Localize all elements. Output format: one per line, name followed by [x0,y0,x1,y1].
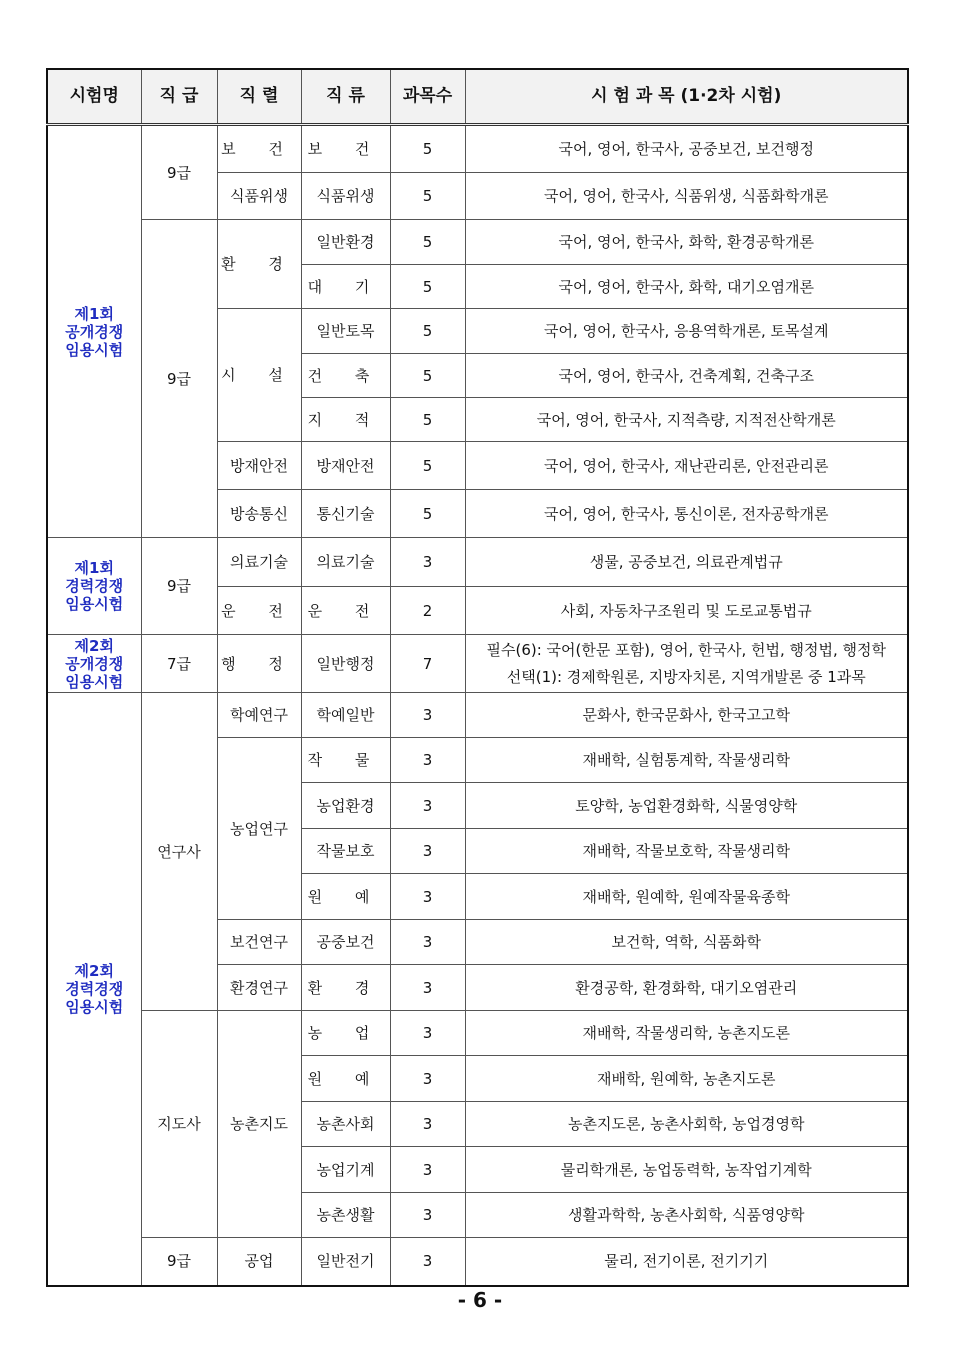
category-cell: 원 예 [301,874,390,920]
category-cell: 일반토목 [301,309,390,354]
grade-cell: 연구사 [141,693,217,1011]
subjects-cell: 재배학, 실험통계학, 작물생리학 [465,738,908,783]
count-cell: 3 [390,783,465,829]
count-cell: 3 [390,1102,465,1147]
exam-name-cell: 제2회 경력경쟁 임용시험 [47,693,141,1286]
category-cell: 일반행정 [301,635,390,693]
grade-cell: 9급 [141,1238,217,1286]
series-cell: 환 경 [217,220,301,309]
series-cell: 공업 [217,1238,301,1286]
page-number: - 6 - [457,1288,503,1312]
count-cell: 5 [390,490,465,538]
subjects-cell: 농촌지도론, 농촌사회학, 농업경영학 [465,1102,908,1147]
header-grade: 직 급 [141,69,217,125]
category-cell: 농업기계 [301,1147,390,1193]
series-cell: 환경연구 [217,965,301,1011]
series-cell: 학예연구 [217,693,301,738]
count-cell: 3 [390,1011,465,1056]
subjects-cell: 국어, 영어, 한국사, 재난관리론, 안전관리론 [465,442,908,490]
header-exam-name: 시험명 [47,69,141,125]
series-cell: 농촌지도 [217,1011,301,1238]
header-series: 직 렬 [217,69,301,125]
category-cell: 보 건 [301,125,390,173]
count-cell: 3 [390,1193,465,1238]
elective-subjects: 선택(1): 경제학원론, 지방자치론, 지역개발론 중 1과목 [506,667,866,686]
count-cell: 3 [390,965,465,1011]
table-header-row [47,69,908,125]
grade-cell: 7급 [141,635,217,693]
subjects-cell: 국어, 영어, 한국사, 통신이론, 전자공학개론 [465,490,908,538]
required-subjects: 필수(6): 국어(한문 포함), 영어, 한국사, 헌법, 행정법, 행정학 [486,641,886,660]
category-cell: 농촌사회 [301,1102,390,1147]
count-cell: 3 [390,1238,465,1286]
count-cell: 5 [390,442,465,490]
table-row [47,125,908,173]
exam-subjects-table [46,68,909,1287]
count-cell: 3 [390,738,465,783]
category-cell: 공중보건 [301,920,390,965]
count-cell: 3 [390,920,465,965]
table-row [47,1011,908,1056]
subjects-cell: 국어, 영어, 한국사, 화학, 환경공학개론 [465,220,908,265]
header-subject-count: 과목수 [390,69,465,125]
subjects-cell: 재배학, 원예학, 원예작물육종학 [465,874,908,920]
series-cell: 의료기술 [217,538,301,587]
subjects-cell: 국어, 영어, 한국사, 건축계획, 건축구조 [465,354,908,398]
category-cell: 작 물 [301,738,390,783]
subjects-cell: 국어, 영어, 한국사, 식품위생, 식품화학개론 [465,173,908,220]
exam-name-cell: 제1회 경력경쟁 임용시험 [47,538,141,635]
count-cell: 3 [390,538,465,587]
table-row [47,693,908,738]
subjects-cell: 국어, 영어, 한국사, 화학, 대기오염개론 [465,265,908,309]
subjects-cell: 사회, 자동차구조원리 및 도로교통법규 [465,587,908,635]
series-cell: 보건연구 [217,920,301,965]
subjects-cell: 문화사, 한국문화사, 한국고고학 [465,693,908,738]
count-cell: 5 [390,173,465,220]
category-cell: 농업환경 [301,783,390,829]
count-cell: 3 [390,829,465,874]
subjects-cell: 보건학, 역학, 식품화학 [465,920,908,965]
subjects-cell: 토양학, 농업환경화학, 식물영양학 [465,783,908,829]
series-cell: 방재안전 [217,442,301,490]
subjects-cell: 재배학, 작물생리학, 농촌지도론 [465,1011,908,1056]
subjects-cell [465,635,908,693]
series-cell: 행 정 [217,635,301,693]
subjects-cell: 환경공학, 환경화학, 대기오염관리 [465,965,908,1011]
category-cell: 환 경 [301,965,390,1011]
category-cell: 일반전기 [301,1238,390,1286]
count-cell: 5 [390,220,465,265]
category-cell: 의료기술 [301,538,390,587]
series-cell: 보 건 [217,125,301,173]
category-cell: 대 기 [301,265,390,309]
category-cell: 학예일반 [301,693,390,738]
table-row [47,1238,908,1286]
count-cell: 5 [390,265,465,309]
count-cell: 3 [390,693,465,738]
category-cell: 작물보호 [301,829,390,874]
table-row [47,538,908,587]
exam-name-cell: 제1회 공개경쟁 임용시험 [47,125,141,538]
count-cell: 5 [390,125,465,173]
category-cell: 식품위생 [301,173,390,220]
header-category: 직 류 [301,69,390,125]
category-cell: 원 예 [301,1056,390,1102]
count-cell: 3 [390,874,465,920]
subjects-cell: 국어, 영어, 한국사, 공중보건, 보건행정 [465,125,908,173]
category-cell: 방재안전 [301,442,390,490]
table-row [47,635,908,693]
category-cell: 농촌생활 [301,1193,390,1238]
header-subjects: 시 험 과 목 (1·2차 시험) [465,69,908,125]
series-cell: 시 설 [217,309,301,442]
grade-cell: 9급 [141,538,217,635]
subjects-cell: 국어, 영어, 한국사, 지적측량, 지적전산학개론 [465,398,908,442]
count-cell: 3 [390,1147,465,1193]
subjects-cell: 국어, 영어, 한국사, 응용역학개론, 토목설계 [465,309,908,354]
count-cell: 7 [390,635,465,693]
count-cell: 5 [390,309,465,354]
category-cell: 농 업 [301,1011,390,1056]
subjects-cell: 생활과학학, 농촌사회학, 식품영양학 [465,1193,908,1238]
category-cell: 건 축 [301,354,390,398]
subjects-cell: 재배학, 작물보호학, 작물생리학 [465,829,908,874]
subjects-cell: 물리, 전기이론, 전기기기 [465,1238,908,1286]
exam-name-cell: 제2회 공개경쟁 임용시험 [47,635,141,693]
grade-cell: 지도사 [141,1011,217,1238]
count-cell: 5 [390,398,465,442]
subjects-cell: 물리학개론, 농업동력학, 농작업기계학 [465,1147,908,1193]
category-cell: 일반환경 [301,220,390,265]
series-cell: 방송통신 [217,490,301,538]
series-cell: 식품위생 [217,173,301,220]
subjects-cell: 생물, 공중보건, 의료관계법규 [465,538,908,587]
series-cell: 농업연구 [217,738,301,920]
count-cell: 3 [390,1056,465,1102]
series-cell: 운 전 [217,587,301,635]
count-cell: 2 [390,587,465,635]
grade-cell: 9급 [141,125,217,220]
subjects-cell: 재배학, 원예학, 농촌지도론 [465,1056,908,1102]
category-cell: 통신기술 [301,490,390,538]
category-cell: 운 전 [301,587,390,635]
category-cell: 지 적 [301,398,390,442]
grade-cell: 9급 [141,220,217,538]
table-row [47,220,908,265]
count-cell: 5 [390,354,465,398]
